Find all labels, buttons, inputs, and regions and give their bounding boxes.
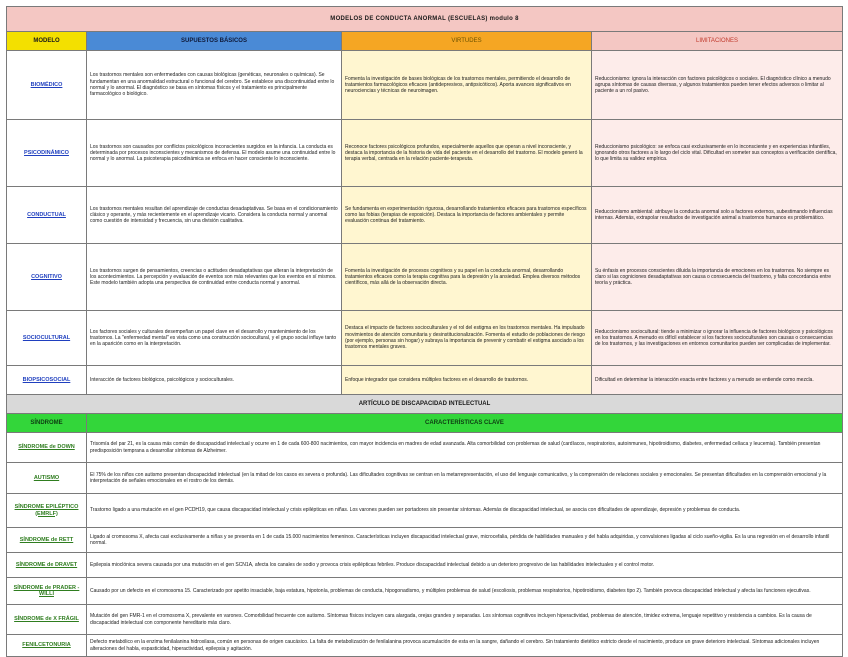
virtudes-cell: Destaca el impacto de factores socioculturales y el rol del estigma en los trastornos mentales. Ha impulsado movimientos de atención comunitaria y desinstitucionalización. Fomenta el estudio de poblaciones de riesgo (por ejemplo, personas sin hogar) y subraya la importancia de prevenir y combatir el estigma asociado a los trastornos mentales graves.: [342, 311, 592, 366]
sindrome-cell: [7, 605, 87, 635]
header-caracteristicas: CARACTERÍSTICAS CLAVE: [87, 414, 843, 433]
sindrome-cell: [7, 463, 87, 494]
table-row: [7, 366, 843, 395]
model-cell: [7, 366, 87, 395]
sindrome-link-rett[interactable]: SÍNDROME de RETT: [19, 536, 74, 543]
model-cell: [7, 120, 87, 187]
table-row: [7, 120, 843, 187]
sindrome-link-fenilcetonuria[interactable]: FENILCETONURIA: [22, 642, 71, 649]
sindrome-cell: [7, 494, 87, 528]
supuestos-cell: Los trastornos mentales resultan del aprendizaje de conductas desadaptativas. Se basa en el condicionamiento clásico y operante, y más recientemente en el aprendizaje vicario. Considera la conducta normal y anormal como cuestión de intensidad y frecuencia, sin una división cualitativa.: [87, 187, 342, 244]
virtudes-cell: Enfoque integrador que considera múltiples factores en el desarrollo de trastornos.: [342, 366, 592, 395]
caracteristicas-cell: Causado por un defecto en el cromosoma 15. Caracterizado por apetito insaciable, baja estatura, hipotonía, problemas de conducta, hipogonadismo, y múltiples problemas de salud (escoliosis, problemas respiratorios, hipotiroidismo, diabetes tipo 2). También provoca discapacidad intelectual y afecta las funciones ejecutivas.: [87, 578, 843, 605]
sindrome-cell: [7, 578, 87, 605]
table-row: [7, 494, 843, 528]
limitaciones-cell: Reduccionismo psicológico: se enfoca casi exclusivamente en lo inconsciente y en experiencias infantiles, ignorando otros factores a lo largo del ciclo vital. Dificultad en someter sus conceptos a verificación científica, lo que limita su validez empírica.: [592, 120, 843, 187]
virtudes-cell: Se fundamenta en experimentación rigurosa, desarrollando tratamientos eficaces para trastornos específicos como las fobias (terapias de exposición). Destaca la importancia de factores ambientales y permite evaluación continua del tratamiento.: [342, 187, 592, 244]
model-cell: [7, 244, 87, 311]
models-table: [6, 6, 843, 657]
sindrome-link-prader-willi[interactable]: SÍNDROME de PRADER - WILLI: [13, 584, 80, 597]
limitaciones-cell: Reduccionismo sociocultural: tiende a minimizar o ignorar la influencia de factores biológicos y psicológicos en los trastornos. A menudo es difícil establecer si los factores socioculturales son causas o consecuencias de los trastornos, y las investigaciones en entornos comunitarios pueden ser complicadas de implementar.: [592, 311, 843, 366]
header-sindrome: SÍNDROME: [7, 414, 87, 433]
document-page: [6, 6, 842, 657]
virtudes-cell: Fomenta la investigación de procesos cognitivos y su papel en la conducta anormal, desarrollando tratamientos eficaces como la terapia cognitiva para la depresión y la ansiedad. Emplea diversos métodos científicos, más allá de la observación directa.: [342, 244, 592, 311]
sindrome-cell: [7, 528, 87, 553]
table-row: [7, 605, 843, 635]
model-link-conductual[interactable]: CONDUCTUAL: [27, 211, 66, 218]
sindrome-link-autismo[interactable]: AUTISMO: [33, 474, 60, 481]
sindrome-link-dravet[interactable]: SÍNDROME de DRAVET: [15, 561, 78, 568]
header-supuestos: SUPUESTOS BÁSICOS: [87, 32, 342, 51]
virtudes-cell: Fomenta la investigación de bases biológicas de los trastornos mentales, permitiendo el desarrollo de tratamientos farmacológicos eficaces (antidepresivos, antipsicóticos). Aporta avances significativos en neurociencias y técnicas de neuroimagen.: [342, 51, 592, 120]
header-virtudes: VIRTUDES: [342, 32, 592, 51]
caracteristicas-cell: Trisomía del par 21, es la causa más común de discapacidad intelectual y ocurre en 1 de cada 600-800 nacimientos, con mayor incidencia en madres de edad avanzada. Alta comorbilidad con problemas de salud (cardíacos, respiratorios, autoinmunes, hipotiroidismo, diabetes, enfermedad celíaca y leucemia). También presentan predisposición temprana a desarrollar síntomas de Alzheimer.: [87, 433, 843, 463]
model-link-biopsicosocial[interactable]: BIOPSICOSOCIAL: [22, 376, 71, 383]
supuestos-cell: Interacción de factores biológicos, psicológicos y socioculturales.: [87, 366, 342, 395]
supuestos-cell: Los factores sociales y culturales desempeñan un papel clave en el desarrollo y mantenimiento de los trastornos. La "enfermedad mental" es vista como una construcción sociocultural, y el grupo social influye tanto en la aparición como en la interpretación.: [87, 311, 342, 366]
table-row: [7, 553, 843, 578]
sindrome-link-epileptico[interactable]: SÍNDROME EPILÉPTICO (EMRLF): [14, 504, 79, 517]
sindrome-cell: [7, 553, 87, 578]
table-row: [7, 578, 843, 605]
table-row: [7, 433, 843, 463]
section-title: ARTÍCULO DE DISCAPACIDAD INTELECTUAL: [7, 395, 843, 414]
model-link-cognitivo[interactable]: COGNITIVO: [31, 273, 62, 280]
table-row: [7, 528, 843, 553]
sindrome-cell: [7, 635, 87, 657]
table-row: [7, 635, 843, 657]
limitaciones-cell: Reduccionismo: ignora la interacción con factores psicológicos o sociales. El diagnóstico clínico a menudo agrupa síntomas de causas diversas, y algunos tratamientos pueden tener efectos adversos o limitar al paciente a un rol pasivo.: [592, 51, 843, 120]
sindrome-cell: [7, 433, 87, 463]
table-row: [7, 187, 843, 244]
virtudes-cell: Reconoce factores psicológicos profundos, especialmente aquellos que operan a nivel inconsciente, y destaca la importancia de la historia de vida del paciente en el desarrollo del trastorno. El modelo generó la terapia verbal, centrada en la relación paciente-terapeuta.: [342, 120, 592, 187]
limitaciones-cell: Su énfasis en procesos conscientes diluida la importancia de emociones en los trastornos. No siempre es claro si las cogniciones desadaptativas son causa o consecuencia del trastorno, y falta concordancia entre teoría y práctica.: [592, 244, 843, 311]
caracteristicas-cell: Mutación del gen FMR-1 en el cromosoma X, prevalente en varones. Comorbilidad frecuente con autismo. Síntomas físicos incluyen cara alargada, orejas grandes y separadas. Los síntomas cognitivos incluyen hiperactividad, problemas de atención, timidez extrema, lenguaje repetitivo y resistencia a cambios. Es la causa de discapacidad intelectual con componente hereditario más claro.: [87, 605, 843, 635]
supuestos-cell: Los trastornos surgen de pensamientos, creencias o actitudes desadaptativas que alteran la interpretación de los acontecimientos. La percepción y evaluación de eventos son más relevantes que los eventos en sí mismos. Este modelo también adopta una perspectiva de continuidad entre conducta normal y anormal.: [87, 244, 342, 311]
table-row: [7, 463, 843, 494]
model-cell: [7, 311, 87, 366]
table-title: MODELOS DE CONDUCTA ANORMAL (ESCUELAS) modulo 8: [7, 7, 843, 32]
supuestos-cell: Los trastornos mentales son enfermedades con causas biológicas (genéticas, neuronales o químicas). Se fundamentan en una anormalidad estructural o funcional del cerebro. Se establece una discontinuidad entre lo normal y lo anormal. El diagnóstico se basa en síntomas físicos y el tratamiento es principalmente farmacológico o biológico.: [87, 51, 342, 120]
table-row: [7, 244, 843, 311]
caracteristicas-cell: Defecto metabólico en la enzima fenilalanina hidroxilasa, común en personas de origen caucásico. La falta de metabolización de fenilalanina provoca acumulación de esta en la sangre, dañando el cerebro. Sin tratamiento dietético estricto desde el nacimiento, produce un grave deterioro intelectual. Síntomas adicionales incluyen alteraciones del habla, espasticidad, hiperactividad, epilepsia y agitación.: [87, 635, 843, 657]
sindrome-link-x-fragil[interactable]: SÍNDROME de X FRÁGIL: [14, 616, 79, 623]
model-cell: [7, 187, 87, 244]
table-row: [7, 311, 843, 366]
model-link-biomedico[interactable]: BIOMÉDICO: [30, 81, 63, 88]
model-link-sociocultural[interactable]: SOCIOCULTURAL: [22, 334, 71, 341]
model-cell: [7, 51, 87, 120]
supuestos-cell: Los trastornos son causados por conflictos psicológicos inconscientes surgidos en la infancia. La conducta es determinada por procesos inconscientes y mecanismos de defensa. El modelo asume una continuidad entre lo normal y lo anormal. La psicoterapia psicodinámica se enfoca en hacer consciente lo inconsciente.: [87, 120, 342, 187]
sindrome-link-down[interactable]: SÍNDROME de DOWN: [18, 444, 75, 451]
header-limitaciones: LIMITACIONES: [592, 32, 843, 51]
limitaciones-cell: Dificultad en determinar la interacción exacta entre factores y a menudo se entiende como mezcla.: [592, 366, 843, 395]
limitaciones-cell: Reduccionismo ambiental: atribuye la conducta anormal solo a factores externos, subestimando influencias internas. Además, extrapolar resultados de investigación animal a trastornos humanos es problemático.: [592, 187, 843, 244]
caracteristicas-cell: Trastorno ligado a una mutación en el gen PCDH19, que causa discapacidad intelectual y crisis epilépticas en niñas. Los varones pueden ser portadores sin presentar síntomas. Además de discapacidad intelectual, se asocia con dificultades de aprendizaje, depresión y problemas de conducta.: [87, 494, 843, 528]
header-model: MODELO: [7, 32, 87, 51]
model-link-psicodinamico[interactable]: PSICODINÁMICO: [24, 149, 69, 156]
caracteristicas-cell: El 75% de los niños con autismo presentan discapacidad intelectual (en la mitad de los casos es severa o profunda). Las dificultades cognitivas se centran en la metarrepresentación, el uso del lenguaje comunicativo, y la comprensión de relaciones sociales y emocionales. Se presentan dificultades en la comprensión emocional y la interpretación de señales emocionales en el rostro de los demás.: [87, 463, 843, 494]
caracteristicas-cell: Ligado al cromosoma X, afecta casi exclusivamente a niñas y se presenta en 1 de cada 15.000 nacimientos femeninos. Características incluyen discapacidad intelectual grave, microcefalia, pérdida de habilidades manuales y del habla adquiridas, y convulsiones ligadas al ciclo sueño-vigilia. Es la una regresión en el desarrollo infantil normal.: [87, 528, 843, 553]
caracteristicas-cell: Epilepsia mioclónica severa causada por una mutación en el gen SCN1A, afecta los canales de sodio y provoca crisis epilépticas febriles. Produce discapacidad intelectual debido a un deterioro progresivo de las habilidades intelectuales y el control motor.: [87, 553, 843, 578]
table-row: [7, 51, 843, 120]
